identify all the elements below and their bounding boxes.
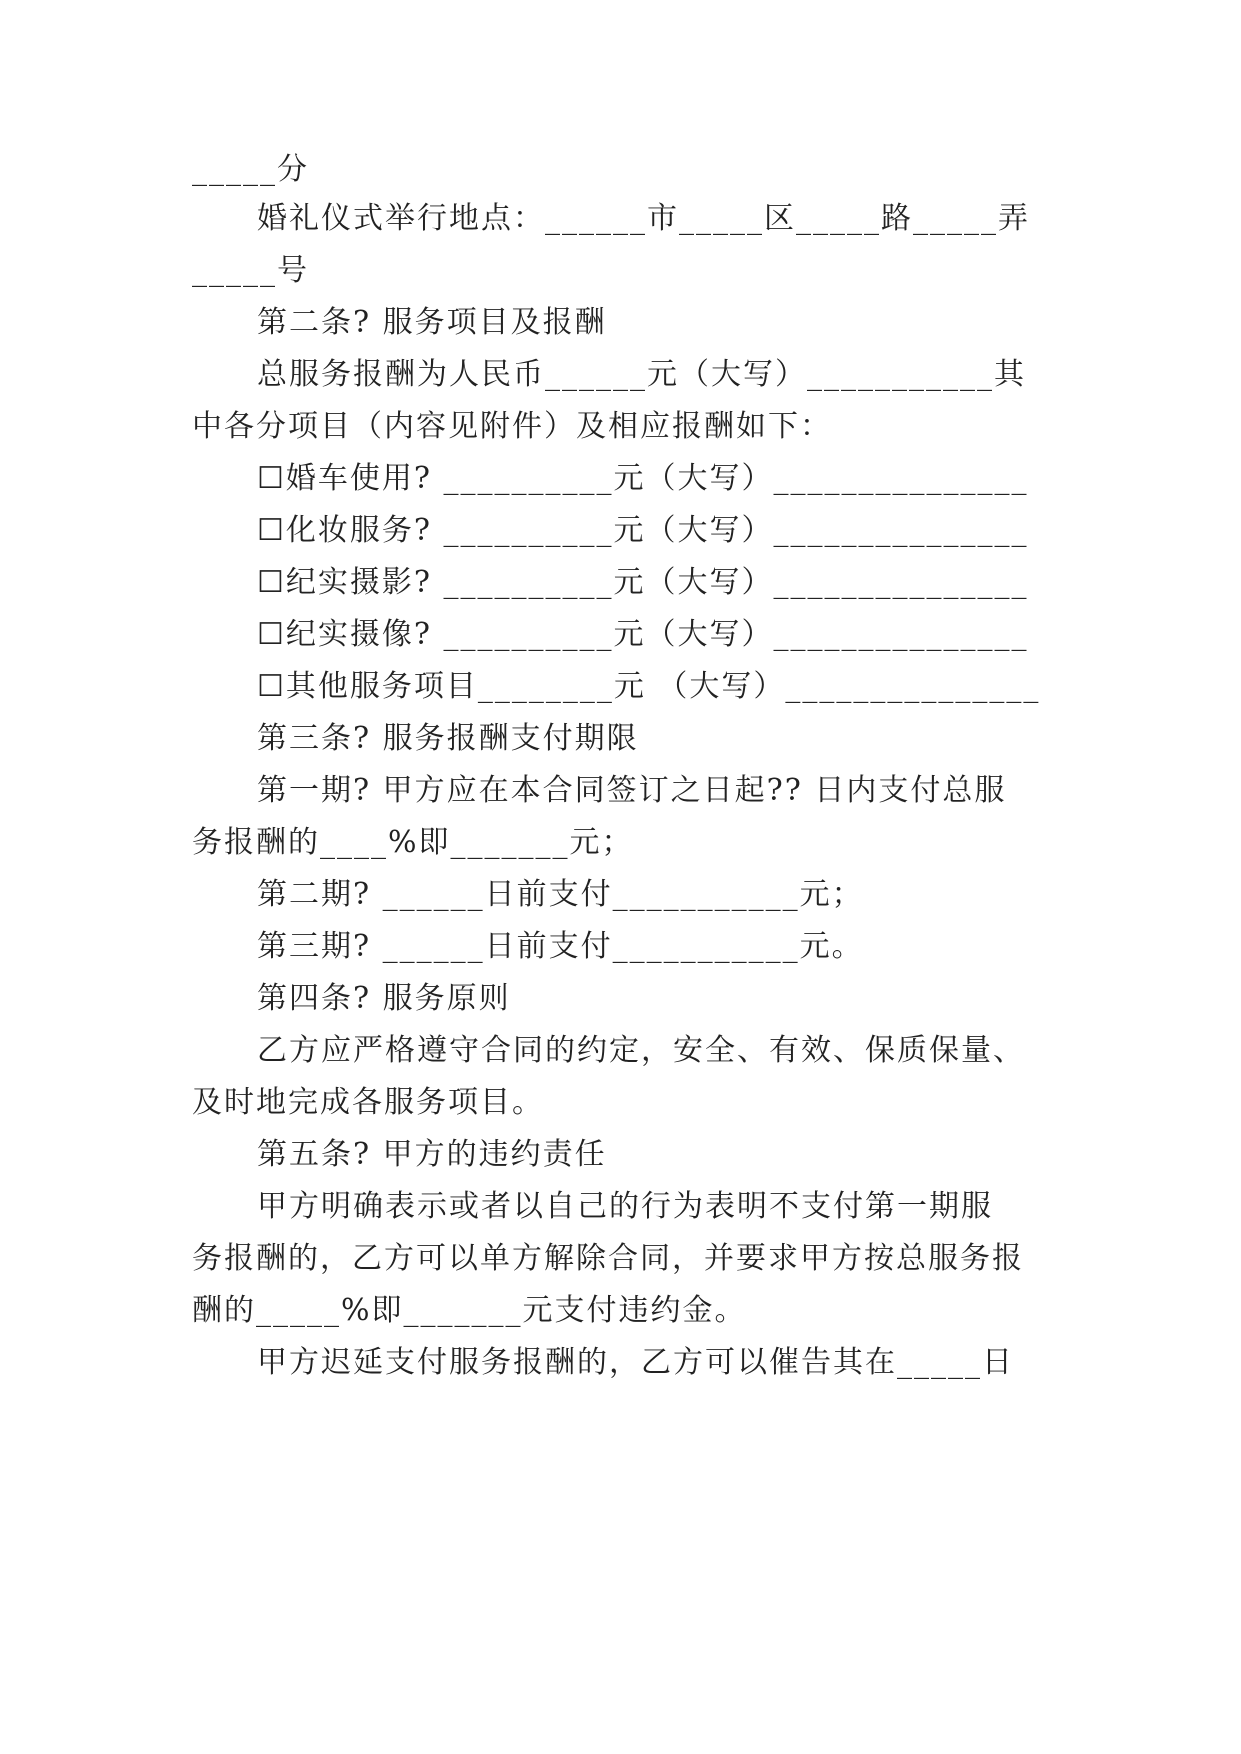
checkbox-item: ☐纪实摄影? __________元（大写）_______________ [257, 565, 1029, 600]
checkbox-item: ☐婚车使用? __________元（大写）_______________ [257, 461, 1029, 496]
text-line: _____号 [192, 253, 309, 288]
checkbox-item: ☐纪实摄像? __________元（大写）_______________ [257, 617, 1029, 652]
text-line: 及时地完成各服务项目。 [192, 1085, 544, 1120]
text-line: 酬的_____%即_______元支付违约金。 [192, 1293, 747, 1328]
text-line: 婚礼仪式举行地点：______市_____区_____路_____弄 [257, 201, 1030, 236]
text-line: 第一期? 甲方应在本合同签订之日起?? 日内支付总服 [257, 773, 1007, 808]
text-line: 中各分项目（内容见附件）及相应报酬如下： [192, 409, 832, 444]
section-heading: 第三条? 服务报酬支付期限 [257, 721, 639, 756]
text-line: 务报酬的____%即_______元； [192, 825, 634, 860]
text-line: 甲方明确表示或者以自己的行为表明不支付第一期服 [257, 1189, 993, 1224]
checkbox-item: ☐化妆服务? __________元（大写）_______________ [257, 513, 1029, 548]
text-line: 第三期? ______日前支付___________元。 [257, 929, 864, 964]
text-line: 甲方迟延支付服务报酬的，乙方可以催告其在_____日 [257, 1345, 1014, 1380]
section-heading: 第四条? 服务原则 [257, 981, 511, 1016]
text-line: 总服务报酬为人民币______元（大写）___________其 [257, 357, 1026, 392]
section-heading: 第五条? 甲方的违约责任 [257, 1137, 607, 1172]
checkbox-item: ☐其他服务项目________元 （大写）_______________ [257, 669, 1041, 704]
text-line: 第二期? ______日前支付___________元； [257, 877, 864, 912]
text-line: 乙方应严格遵守合同的约定，安全、有效、保质保量、 [257, 1033, 1025, 1068]
text-line: _____分 [192, 152, 309, 187]
text-line: 务报酬的，乙方可以单方解除合同，并要求甲方按总服务报 [192, 1241, 1024, 1276]
section-heading: 第二条? 服务项目及报酬 [257, 305, 607, 340]
